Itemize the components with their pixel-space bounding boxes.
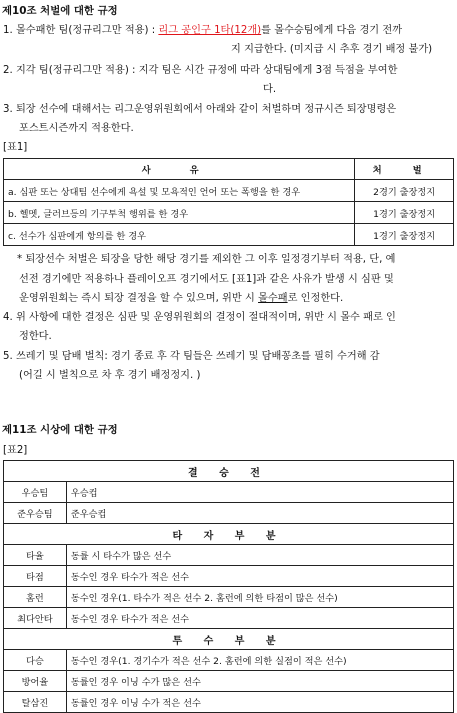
item-1-highlight: 리그 공인구 1타(12개) [158, 25, 262, 36]
item-1-text-b: 를 몰수승팀에게 다음 경기 전까 [261, 25, 403, 36]
table-row [4, 650, 454, 671]
item-4-line-2: 정한다. [19, 331, 52, 342]
table-1-reason-a: a. 심판 또는 상대팀 선수에게 욕설 및 모욕적인 언어 또는 폭행을 한 경우 [4, 180, 355, 202]
table-2-criterion: 동수인 경우(1. 경기수가 적은 선수 2. 홈런에 의한 실점이 적은 선수) [66, 650, 453, 671]
table-row [4, 692, 454, 713]
table-1-header-reason: 사 유 [4, 159, 355, 180]
note-line-2: 선전 경기에만 적용하나 플레이오프 경기에서도 [표1]과 같은 사유가 발생 시 심판 및 [19, 274, 394, 285]
table-2-criterion: 동수인 경우 타수가 적은 선수 [66, 608, 453, 629]
article-11-title: 제11조 시상에 대한 규정 [2, 424, 118, 436]
item-1-line-2: 지 지급한다. (미지급 시 추후 경기 배정 불가) [231, 44, 433, 55]
table-2-award: 탈삼진 [4, 692, 67, 713]
table-row [4, 566, 454, 587]
table-2-final-header: 결 승 전 [4, 461, 454, 482]
table-row [4, 202, 454, 224]
table-2-prize: 준우승컵 [66, 503, 453, 524]
note-text-b: 로 인정한다. [287, 293, 344, 304]
note-forfeit: 몰수패 [258, 293, 288, 304]
item-5-line-1: 5. 쓰레기 및 담배 벌칙: 경기 종료 후 각 팀들은 쓰레기 및 담배꽁초를 필히 수거해 감 [3, 351, 380, 362]
article-10-title: 제10조 처벌에 대한 규정 [2, 5, 118, 17]
table-row [4, 608, 454, 629]
item-1-line-1 [3, 21, 402, 36]
table-row [4, 180, 454, 202]
table-1-header-row [4, 159, 454, 180]
table-2-pitcher-header-row [4, 629, 454, 650]
table-2-award: 다승 [4, 650, 67, 671]
table-2-criterion: 동률 시 타수가 많은 선수 [66, 545, 453, 566]
table-2-award: 방어율 [4, 671, 67, 692]
table-row [4, 224, 454, 246]
table-2-award: 최다안타 [4, 608, 67, 629]
table-1 [3, 158, 454, 246]
note-line-3 [19, 289, 343, 304]
table-row [4, 482, 454, 503]
table-2-criterion: 동률인 경우 이닝 수가 많은 선수 [66, 671, 453, 692]
table-2-pitcher-header: 투 수 부 분 [4, 629, 454, 650]
table-1-label: [표1] [3, 142, 28, 153]
table-2-batter-header-row [4, 524, 454, 545]
table-row [4, 545, 454, 566]
table-2-award: 준우승팀 [4, 503, 67, 524]
table-2-award: 타점 [4, 566, 67, 587]
table-2-award: 우승팀 [4, 482, 67, 503]
item-1-text-a: 1. 몰수패한 팀(정규리그만 적용) : [3, 25, 159, 36]
table-1-reason-b: b. 헬멧, 글러브등의 기구투척 행위를 한 경우 [4, 202, 355, 224]
item-5-line-2: (어길 시 벌칙으로 차 후 경기 배정정지. ) [19, 370, 201, 381]
table-1-penalty-b: 1경기 출장정지 [355, 202, 454, 224]
table-1-penalty-a: 2경기 출장정지 [355, 180, 454, 202]
item-3-line-2: 포스트시즌까지 적용한다. [19, 123, 134, 134]
table-1-reason-c: c. 선수가 심판에게 항의를 한 경우 [4, 224, 355, 246]
table-2-batter-header: 타 자 부 분 [4, 524, 454, 545]
table-2-criterion: 동률인 경우 이닝 수가 적은 선수 [66, 692, 453, 713]
table-2-criterion: 동수인 경우(1. 타수가 적은 선수 2. 홈런에 의한 타점이 많은 선수) [66, 587, 453, 608]
table-2-label: [표2] [3, 445, 28, 456]
table-2-criterion: 동수인 경우 타수가 적은 선수 [66, 566, 453, 587]
item-4-line-1: 4. 위 사항에 대한 결정은 심판 및 운영위원회의 결정이 절대적이며, 위반 시 몰수 패로 인 [3, 312, 396, 323]
table-1-penalty-c: 1경기 출장정지 [355, 224, 454, 246]
item-3-line-1: 3. 퇴장 선수에 대해서는 리그운영위원회에서 아래와 같이 처벌하며 정규시즌 퇴장명령은 [3, 104, 397, 115]
item-2-line-1: 2. 지각 팀(정규리그만 적용) : 지각 팀은 시간 규정에 따라 상대팀에게 3점 득점을 부여한 [3, 65, 398, 76]
table-2-prize: 우승컵 [66, 482, 453, 503]
table-2-final-header-row [4, 461, 454, 482]
table-2 [3, 460, 454, 713]
note-text-a: 운영위원회는 즉시 퇴장 결정을 할 수 있으며, 위반 시 [19, 293, 259, 304]
table-2-award: 타율 [4, 545, 67, 566]
table-row [4, 503, 454, 524]
table-row [4, 587, 454, 608]
table-row [4, 671, 454, 692]
item-2-line-2: 다. [263, 84, 277, 95]
table-1-header-penalty: 처 벌 [355, 159, 454, 180]
table-2-award: 홈런 [4, 587, 67, 608]
note-line-1: * 퇴장선수 처벌은 퇴장을 당한 해당 경기를 제외한 그 이후 일정경기부터 적용, 단, 예 [17, 254, 396, 265]
